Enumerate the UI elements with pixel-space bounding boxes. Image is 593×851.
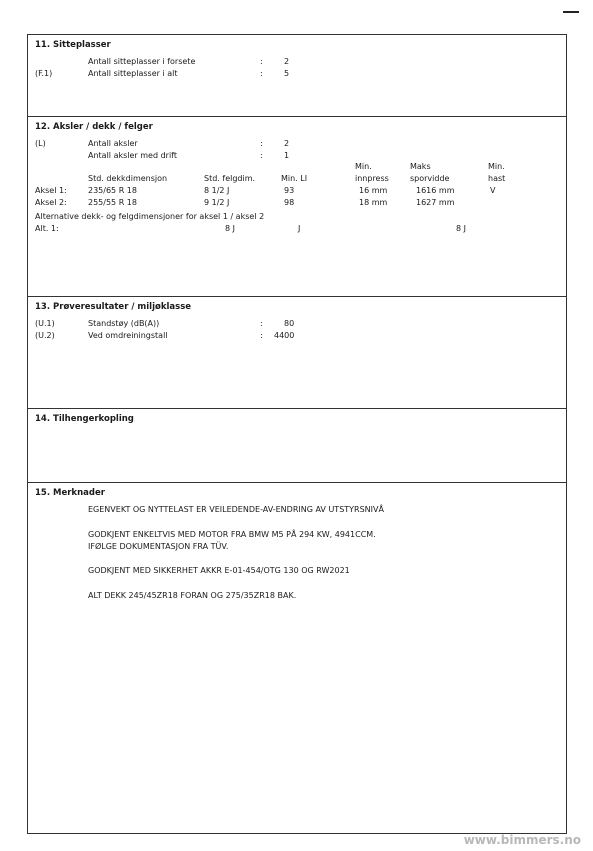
field-colon: :	[260, 319, 263, 328]
col-header: Min.	[355, 162, 372, 171]
rim-dimension: 8 1/2 J	[204, 186, 230, 195]
section-title: 12. Aksler / dekk / felger	[35, 122, 153, 132]
field-value: 2	[284, 57, 290, 66]
field-code: (L)	[35, 139, 46, 148]
section-title: 15. Merknader	[35, 488, 105, 498]
field-label: Antall sitteplasser i alt	[88, 69, 178, 78]
alternative-value: 8 J	[225, 224, 235, 233]
field-colon: :	[260, 331, 263, 340]
field-code: (U.1)	[35, 319, 55, 328]
remark-line: EGENVEKT OG NYTTELAST ER VEILEDENDE-AV-ENDRING AV UTSTYRSNIVÅ	[88, 505, 384, 514]
col-header: Maks	[410, 162, 431, 171]
track-width: 1616 mm	[416, 186, 455, 195]
alternative-heading: Alternative dekk- og felgdimensjoner for aksel 1 / aksel 2	[35, 212, 265, 221]
field-label: Antall aksler	[88, 139, 138, 148]
section-title: 13. Prøveresultater / miljøklasse	[35, 302, 192, 312]
registration-document-page	[27, 34, 567, 834]
load-index: 98	[284, 198, 295, 207]
col-header: innpress	[355, 174, 389, 183]
alternative-value: J	[298, 224, 301, 233]
col-header: Std. dekkdimensjon	[88, 174, 168, 183]
section-remarks	[28, 483, 566, 835]
field-code: (F.1)	[35, 69, 53, 78]
watermark: www.bimmers.no	[463, 833, 581, 847]
offset: 18 mm	[359, 198, 388, 207]
section-test-results	[28, 297, 566, 409]
rim-dimension: 9 1/2 J	[204, 198, 230, 207]
remark-line: IFØLGE DOKUMENTASJON FRA TÜV.	[88, 542, 229, 551]
field-colon: :	[260, 139, 263, 148]
remark-line: ALT DEKK 245/45ZR18 FORAN OG 275/35ZR18 BAK.	[88, 591, 297, 600]
alternative-label: Alt. 1:	[35, 224, 59, 233]
col-header: sporvidde	[410, 174, 450, 183]
alternative-value: 8 J	[456, 224, 466, 233]
load-index: 93	[284, 186, 295, 195]
field-value: 2	[284, 139, 290, 148]
field-label: Ved omdreiningstall	[88, 331, 168, 340]
field-value: 80	[284, 319, 295, 328]
remark-line: GODKJENT MED SIKKERHET AKKR E-01-454/OTG 130 OG RW2021	[88, 566, 350, 575]
field-code: (U.2)	[35, 331, 55, 340]
field-label: Antall aksler med drift	[88, 151, 177, 160]
section-seats	[28, 35, 566, 117]
section-towing-coupling	[28, 409, 566, 483]
tyre-dimension: 255/55 R 18	[88, 198, 137, 207]
offset: 16 mm	[359, 186, 388, 195]
field-colon: :	[260, 151, 263, 160]
axle-label: Aksel 2:	[35, 198, 67, 207]
tyre-dimension: 235/65 R 18	[88, 186, 137, 195]
field-colon: :	[260, 57, 263, 66]
corner-dash	[563, 11, 579, 13]
col-header: hast	[488, 174, 506, 183]
axle-label: Aksel 1:	[35, 186, 67, 195]
section-title: 11. Sitteplasser	[35, 40, 111, 50]
section-title: 14. Tilhengerkopling	[35, 414, 134, 424]
track-width: 1627 mm	[416, 198, 455, 207]
col-header: Min. LI	[281, 174, 308, 183]
remark-line: GODKJENT ENKELTVIS MED MOTOR FRA BMW M5 PÅ 294 KW, 4941CCM.	[88, 530, 376, 539]
col-header: Std. felgdim.	[204, 174, 256, 183]
section-axles-tyres-rims	[28, 117, 566, 297]
field-colon: :	[260, 69, 263, 78]
speed-rating: V	[490, 186, 496, 195]
field-value: 5	[284, 69, 290, 78]
field-value: 4400	[274, 331, 295, 340]
field-value: 1	[284, 151, 290, 160]
col-header: Min.	[488, 162, 505, 171]
field-label: Antall sitteplasser i forsete	[88, 57, 196, 66]
field-label: Standstøy (dB(A))	[88, 319, 160, 328]
